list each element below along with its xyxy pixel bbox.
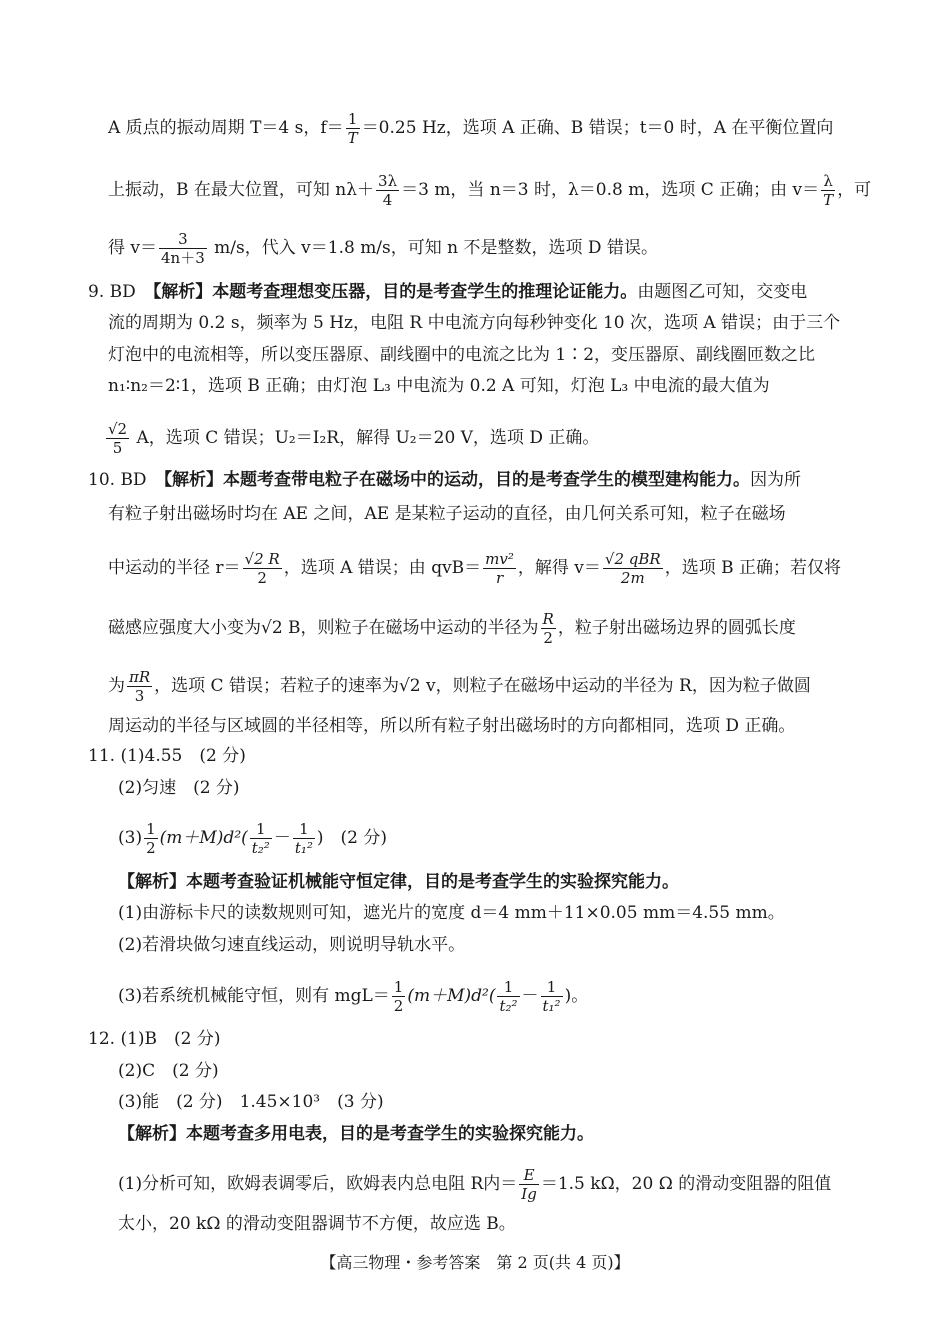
fraction-1-over-t2sq: $\frac{1}{\text{t₂²}}$ bbox=[251, 820, 270, 857]
q12-explain-2: 太小，20 kΩ 的滑动变阻器调节不方便，故应选 B。 bbox=[118, 1214, 516, 1234]
fraction-sqrt2-over-5: $\frac{√2}{5}$ bbox=[108, 420, 128, 457]
q9-line-2: 流的周期为 0.2 s，频率为 5 Hz，电阻 R 中电流方向每秒钟变化 10 次，选项 A 错误；由于三个 bbox=[108, 313, 841, 333]
q10-line-5: 为 $\frac{\pi R}{3}$ ，选项 C 错误；若粒子的速率为√2 v，则粒子在磁场中运动的半径为 R，因为粒子做圆 bbox=[108, 668, 811, 705]
fraction-1-over-2-b: $\frac{1}{2}$ bbox=[393, 978, 404, 1015]
q12-answer-1: 12. (1)B (2 分) bbox=[88, 1029, 221, 1049]
q11-answer-2: (2)匀速 (2 分) bbox=[118, 778, 240, 798]
q9-line-4: n₁∶n₂＝2∶1，选项 B 正确；由灯泡 L₃ 中电流为 0.2 A 可知，灯泡 L₃ 中电流的最大值为 bbox=[108, 376, 770, 396]
fraction-1-over-2: $\frac{1}{2}$ bbox=[146, 820, 156, 857]
fraction-sqrt2qBR-over-2m: √2 qBR 2m bbox=[604, 550, 661, 587]
q8-line-3: 得 v＝ $\frac{3}{4n+3}$ m/s，代入 v＝1.8 m/s，可知 n 不是整数，选项 D 错误。 bbox=[108, 230, 658, 267]
q11-explain-2: (2)若滑块做匀速直线运动，则说明导轨水平。 bbox=[118, 935, 466, 955]
q10-line-3: 中运动的半径 r＝ $\frac{√2 R}{2}$ ，选项 A 错误；由 qvB＝ $\frac{\text{mv²}}{r}$ ，解得 v＝ √2 qBR 2m ，选项 B 正确；若仅将 bbox=[108, 550, 842, 587]
fraction-3-over-4n3: $\frac{3}{4n+3}$ bbox=[161, 230, 205, 267]
fraction-1-over-t1sq: $\frac{1}{\text{t₁²}}$ bbox=[294, 820, 313, 857]
q8-line-1: A 质点的振动周期 T＝4 s，f＝ $\frac{1}{T}$ ＝0.25 Hz，选项 A 正确、B 错误；t＝0 时，A 在平衡位置向 bbox=[108, 110, 834, 147]
fraction-sqrt2R-over-2: $\frac{√2 R}{2}$ bbox=[244, 550, 280, 587]
q10-line-6: 周运动的半径与区域圆的半径相等，所以所有粒子射出磁场时的方向都相同，选项 D 正确。 bbox=[108, 716, 796, 736]
fraction-1-over-T: $\frac{1}{T}$ bbox=[347, 110, 358, 147]
page-footer: 【高三物理・参考答案 第 2 页(共 4 页)】 bbox=[320, 1253, 630, 1272]
q11-explain-3: (3)若系统机械能守恒，则有 mgL＝ $\frac{1}{2}$ (m＋M)d²( $\frac{1}{\text{t₂²}}$ － $\frac{1}{\text{t₁²}}$ )。 bbox=[118, 978, 589, 1015]
fraction-lambda-over-T: $\frac{\lambda}{T}$ bbox=[823, 172, 834, 209]
q11-explain-1: (1)由游标卡尺的读数规则可知，遮光片的宽度 d＝4 mm＋11×0.05 mm＝4.55 mm。 bbox=[118, 903, 785, 923]
fraction-1-over-t1sq-b: $\frac{1}{\text{t₁²}}$ bbox=[542, 978, 561, 1015]
q10-line-4: 磁感应强度大小变为√2 B，则粒子在磁场中运动的半径为 $\frac{R}{2}$ ，粒子射出磁场边界的圆弧长度 bbox=[108, 610, 796, 647]
q9-line-5: $\frac{√2}{5}$ A，选项 C 错误；U₂＝I₂R，解得 U₂＝20 V，选项 D 正确。 bbox=[108, 420, 600, 457]
fraction-3lambda-over-4: $\frac{3\lambda}{4}$ bbox=[378, 172, 398, 209]
q11-answer-1: 11. (1)4.55 (2 分) bbox=[88, 746, 246, 766]
q11-analysis-heading: 【解析】本题考查验证机械能守恒定律，目的是考查学生的实验探究能力。 bbox=[118, 872, 679, 892]
q10-line-1: 10. BD 【解析】本题考查带电粒子在磁场中的运动，目的是考查学生的模型建构能力。因为所 bbox=[88, 470, 802, 490]
q12-analysis-heading: 【解析】本题考查多用电表，目的是考查学生的实验探究能力。 bbox=[118, 1124, 594, 1144]
fraction-piR-over-3: $\frac{\pi R}{3}$ bbox=[129, 668, 151, 705]
q12-explain-1: (1)分析可知，欧姆表调零后，欧姆表内总电阻 R内＝ $\frac{E}{Ig}$ ＝1.5 kΩ，20 Ω 的滑动变阻器的阻值 bbox=[118, 1166, 832, 1203]
q12-answer-3: (3)能 (2 分) 1.45×10³ (3 分) bbox=[118, 1092, 384, 1112]
fraction-E-over-Ig: $\frac{E}{Ig}$ bbox=[521, 1166, 537, 1203]
q9-line-1: 9. BD 【解析】本题考查理想变压器，目的是考查学生的推理论证能力。由题图乙可知，交变电 bbox=[88, 282, 808, 302]
q12-answer-2: (2)C (2 分) bbox=[118, 1061, 219, 1081]
fraction-R-over-2: $\frac{R}{2}$ bbox=[542, 610, 554, 647]
q8-line-2: 上振动，B 在最大位置，可知 nλ＋ $\frac{3\lambda}{4}$ ＝3 m，当 n＝3 时，λ＝0.8 m，选项 C 正确；由 v＝ $\frac{\lambda}{T}$ ，可 bbox=[108, 172, 872, 209]
fraction-1-over-t2sq-b: $\frac{1}{\text{t₂²}}$ bbox=[499, 978, 518, 1015]
q10-line-2: 有粒子射出磁场时均在 AE 之间，AE 是某粒子运动的直径，由几何关系可知，粒子在磁场 bbox=[108, 504, 786, 524]
fraction-mv2-over-r: $\frac{\text{mv²}}{r}$ bbox=[485, 550, 514, 587]
q9-line-3: 灯泡中的电流相等，所以变压器原、副线圈中的电流之比为 1∶2，变压器原、副线圈匝数之比 bbox=[108, 345, 816, 365]
q11-answer-3: (3) $\frac{1}{2}$ (m＋M)d²( $\frac{1}{\text{t₂²}}$ － $\frac{1}{\text{t₁²}}$ ) (2 分) bbox=[118, 820, 388, 857]
